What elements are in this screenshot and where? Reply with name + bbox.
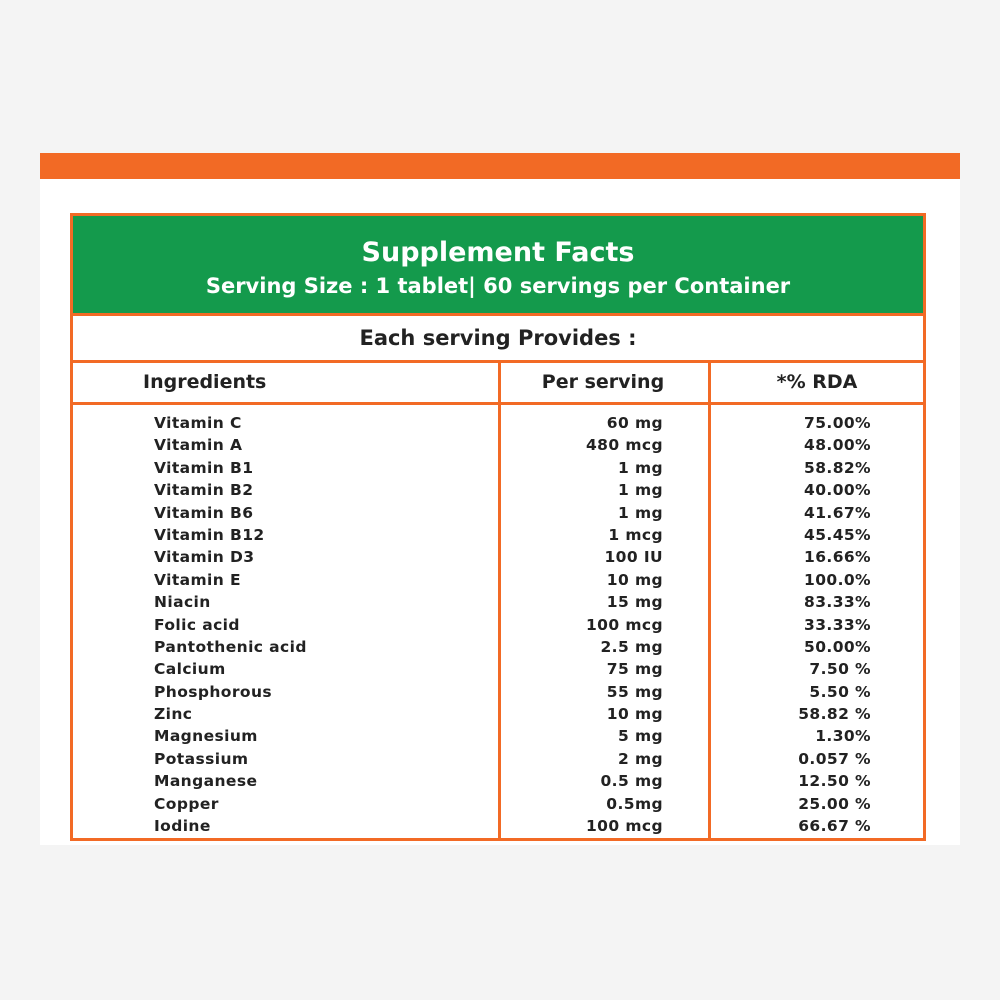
- ingredient-name: Vitamin A: [154, 436, 243, 455]
- rda-percent: 100.0%: [804, 570, 871, 589]
- table-row: [73, 770, 923, 792]
- table-row: [73, 546, 923, 568]
- rda-percent: 66.67 %: [798, 817, 871, 836]
- per-serving-amount: 55 mg: [606, 682, 663, 701]
- ingredient-name: Vitamin D3: [154, 548, 255, 567]
- table-row: [73, 681, 923, 703]
- table-row: [73, 412, 923, 434]
- per-serving-amount: 480 mcg: [586, 436, 663, 455]
- rda-percent: 33.33%: [804, 615, 871, 634]
- per-serving-amount: 10 mg: [606, 570, 663, 589]
- ingredient-name: Magnesium: [154, 727, 258, 746]
- table-row: [73, 658, 923, 680]
- per-serving-column-header: Per serving: [541, 371, 665, 393]
- ingredient-name: Manganese: [154, 772, 258, 791]
- ingredients-column-header: Ingredients: [143, 371, 267, 393]
- table-row: [73, 569, 923, 591]
- rda-percent: 83.33%: [804, 593, 871, 612]
- per-serving-amount: 10 mg: [606, 705, 663, 724]
- per-serving-amount: 100 mcg: [586, 817, 663, 836]
- table-row: [73, 748, 923, 770]
- rda-percent: 16.66%: [804, 548, 871, 567]
- rda-percent: 50.00%: [804, 637, 871, 656]
- supplement-facts-table: [70, 213, 926, 841]
- table-row: [73, 815, 923, 837]
- serving-size: Serving Size : 1 tablet| 60 servings per Container: [205, 274, 791, 298]
- ingredient-name: Potassium: [154, 749, 249, 768]
- facts-title: Supplement Facts: [361, 237, 635, 268]
- per-serving-amount: 5 mg: [617, 727, 663, 746]
- rda-percent: 58.82 %: [798, 705, 871, 724]
- ingredient-name: Vitamin C: [154, 414, 242, 432]
- table-row: [73, 591, 923, 613]
- rda-percent: 45.45%: [804, 525, 871, 544]
- supplement-label: [40, 153, 960, 845]
- per-serving-amount: 75 mg: [606, 660, 663, 679]
- table-row: [73, 502, 923, 524]
- table-row: [73, 479, 923, 501]
- rda-column-header: *% RDA: [776, 371, 858, 393]
- table-row: [73, 457, 923, 479]
- ingredient-name: Vitamin E: [154, 570, 241, 589]
- ingredient-name: Vitamin B12: [154, 525, 265, 544]
- ingredient-name: Iodine: [154, 817, 211, 836]
- per-serving-amount: 1 mg: [617, 503, 663, 522]
- rda-percent: 40.00%: [804, 481, 871, 500]
- per-serving-amount: 0.5mg: [606, 794, 663, 813]
- per-serving-amount: 0.5 mg: [600, 772, 663, 791]
- ingredient-name: Vitamin B6: [154, 503, 254, 522]
- table-row: [73, 793, 923, 815]
- rda-percent: 0.057 %: [798, 749, 871, 768]
- table-row: [73, 725, 923, 747]
- per-serving-amount: 1 mg: [617, 481, 663, 500]
- table-row: [73, 636, 923, 658]
- ingredient-name: Pantothenic acid: [154, 637, 307, 656]
- rda-percent: 1.30%: [815, 727, 871, 746]
- ingredient-name: Zinc: [154, 705, 193, 724]
- table-row: [73, 434, 923, 456]
- ingredient-rows: [73, 412, 923, 837]
- per-serving-amount: 1 mcg: [608, 525, 663, 544]
- per-serving-amount: 2 mg: [617, 749, 663, 768]
- rda-percent: 5.50 %: [809, 682, 871, 701]
- ingredient-name: Vitamin B2: [154, 481, 254, 500]
- per-serving-amount: 100 IU: [604, 548, 663, 567]
- ingredient-name: Phosphorous: [154, 682, 273, 701]
- table-row: [73, 703, 923, 725]
- per-serving-amount: 15 mg: [606, 593, 663, 612]
- rda-percent: 25.00 %: [798, 794, 871, 813]
- per-serving-amount: 100 mcg: [586, 615, 663, 634]
- serving-provides-heading: Each serving Provides :: [73, 316, 923, 363]
- rda-percent: 48.00%: [804, 436, 871, 455]
- per-serving-amount: 1 mg: [617, 458, 663, 477]
- ingredient-name: Niacin: [154, 593, 211, 612]
- table-row: [73, 614, 923, 636]
- ingredient-name: Calcium: [154, 660, 226, 679]
- rda-percent: 7.50 %: [809, 660, 871, 679]
- table-row: [73, 524, 923, 546]
- rda-percent: 58.82%: [804, 458, 871, 477]
- per-serving-amount: 2.5 mg: [600, 637, 663, 656]
- rda-percent: 41.67%: [804, 503, 871, 522]
- rda-percent: 12.50 %: [798, 772, 871, 791]
- rda-percent: 75.00%: [804, 414, 871, 432]
- orange-band: [40, 153, 960, 179]
- ingredient-name: Copper: [154, 794, 219, 813]
- per-serving-amount: 60 mg: [606, 414, 663, 432]
- ingredient-name: Vitamin B1: [154, 458, 254, 477]
- ingredient-name: Folic acid: [154, 615, 240, 634]
- facts-header: [73, 216, 923, 316]
